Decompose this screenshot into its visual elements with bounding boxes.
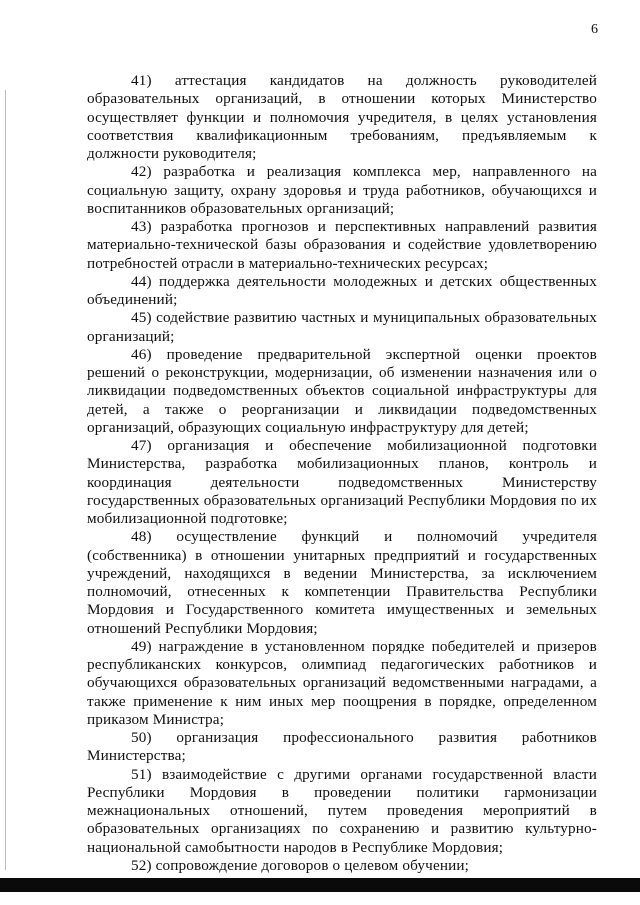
list-item-51: 51) взаимодействие с другими органами государственной власти Республики Мордовия в проведении политики гармонизации межнациональных отношений, путем проведения мероприятий в образовательных организациях по сохранению и развитию культурно-национальной самобытности народов в Республике Мордовия; [87,765,597,856]
list-item-47: 47) организация и обеспечение мобилизационной подготовки Министерства, разработка мобилизационных планов, контроль и координация деятельности подведомственных Министерству государственных образовательных организаций Республики Мордовия по их мобилизационной подготовке; [87,437,597,527]
page-number: 6 [591,22,598,37]
list-item-49: 49) награждение в установленном порядке победителей и призеров республиканских конкурсов, олимпиад педагогических работников и обучающихся образовательных организаций ведомственными наградами, а также применение к ним иных мер поощрения в порядке, определенном приказом Министра; [87,637,597,728]
list-item-52: 52) сопровождение договоров о целевом обучении; [131,856,470,874]
list-item-46: 46) проведение предварительной экспертной оценки проектов решений о реконструкции, модернизации, об изменении назначения или о ликвидации подведомственных объектов социальной инфраструктуры для детей, а также о реорганизации и ликвидации подведомственных организаций, образующих социальную инфраструктуру для детей; [87,345,597,436]
scan-edge-line [5,90,6,870]
list-item-41: 41) аттестация кандидатов на должность руководителей образовательных организаций, в отношении которых Министерство осуществляет функции и полномочия учредителя, в целях установления соответствия квалификационным требованиям, предъявляемым к должности руководителя; [87,72,597,162]
list-item-48: 48) осуществление функций и полномочий учредителя (собственника) в отношении унитарных предприятий и государственных учреждений, находящихся в ведении Министерства, за исключением полномочий, отнесенных к компетенции Правительства Республики Мордовия и Государственного комитета имущественных и земельных отношений Республики Мордовия; [87,528,597,637]
scan-bottom-border [0,878,640,892]
list-item-44: 44) поддержка деятельности молодежных и детских общественных объединений; [87,272,597,308]
document-body [87,72,597,875]
list-item-42: 42) разработка и реализация комплекса мер, направленного на социальную защиту, охрану здоровья и труда работников, обучающихся и воспитанников образовательных организаций; [87,163,597,217]
list-item-43: 43) разработка прогнозов и перспективных направлений развития материально-технической базы образования и содействие удовлетворению потребностей отрасли в материально-технических ресурсах; [87,218,597,272]
list-item-50: 50) организация профессионального развития работников Министерства; [87,729,597,765]
list-item-45: 45) содействие развитию частных и муниципальных образовательных организаций; [87,309,597,345]
